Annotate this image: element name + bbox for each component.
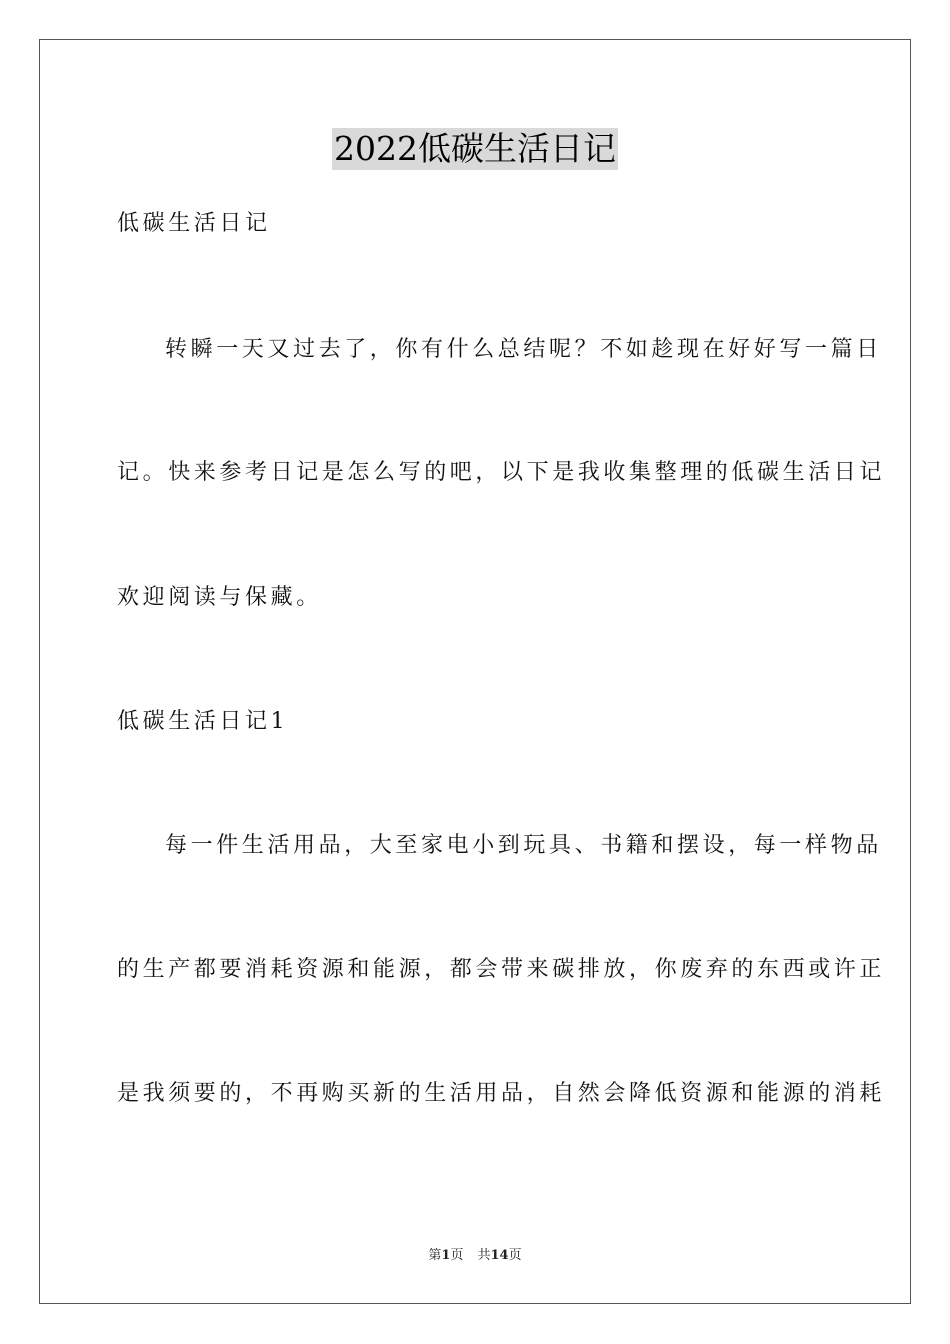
page-suffix: 页	[450, 1248, 464, 1263]
section-heading: 低碳生活日记1	[117, 709, 289, 734]
page-footer	[0, 1247, 950, 1265]
paragraph-line: 欢迎阅读与保藏。	[117, 585, 322, 610]
total-suffix: 页	[508, 1248, 522, 1263]
paragraph-line: 转瞬一天又过去了，你有什么总结呢？不如趁现在好好写一篇日	[165, 337, 882, 362]
paragraph-line: 是我须要的，不再购买新的生活用品，自然会降低资源和能源的消耗	[117, 1081, 886, 1106]
page-prefix: 第	[428, 1248, 442, 1263]
page-total: 14	[490, 1248, 509, 1263]
document-title-wrap	[0, 128, 950, 170]
document-title: 2022低碳生活日记	[334, 129, 616, 168]
page-current: 1	[441, 1248, 451, 1263]
total-prefix: 共	[477, 1248, 491, 1263]
paragraph-line: 的生产都要消耗资源和能源，都会带来碳排放，你废弃的东西或许正	[117, 957, 886, 982]
document-subtitle: 低碳生活日记	[117, 211, 271, 236]
paragraph-line: 每一件生活用品，大至家电小到玩具、书籍和摆设，每一样物品	[165, 833, 882, 858]
paragraph-line: 记。快来参考日记是怎么写的吧，以下是我收集整理的低碳生活日记	[117, 460, 886, 485]
